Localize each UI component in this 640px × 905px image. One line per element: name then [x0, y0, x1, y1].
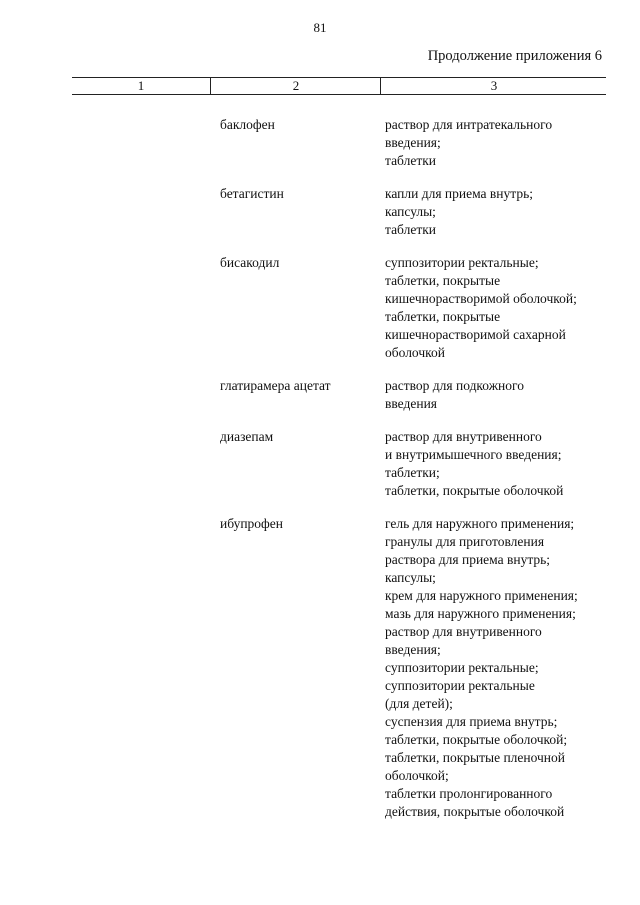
drug-name: бетагистин — [220, 186, 284, 201]
drug-list — [0, 116, 640, 836]
dosage-form-line: суппозитории ректальные; — [385, 660, 539, 675]
dosage-form-line: введения — [385, 396, 438, 411]
dosage-form-line: таблетки пролонгированного — [385, 786, 553, 801]
drug-name: диазепам — [220, 429, 274, 444]
dosage-forms — [385, 254, 640, 362]
dosage-form-line: крем для наружного применения; — [385, 588, 578, 603]
dosage-form-line: таблетки — [385, 153, 437, 168]
dosage-form-line: капсулы; — [385, 570, 436, 585]
table-row — [0, 254, 640, 362]
dosage-form-line: суппозитории ректальные; — [385, 255, 539, 270]
dosage-forms — [385, 116, 640, 170]
dosage-form-line: таблетки, покрытые пленочной — [385, 750, 566, 765]
table-header-col-1: 1 — [137, 78, 145, 93]
table-header-col-3: 3 — [380, 78, 607, 94]
dosage-form-line: и внутримышечного введения; — [385, 447, 562, 462]
dosage-form-line: кишечнорастворимой сахарной — [385, 327, 566, 342]
dosage-form-line: раствор для подкожного — [385, 378, 524, 393]
dosage-form-line: гель для наружного применения; — [385, 516, 575, 531]
dosage-form-line: гранулы для приготовления — [385, 534, 545, 549]
table-row — [0, 185, 640, 239]
dosage-form-line: оболочкой — [385, 345, 445, 360]
drug-name: бисакодил — [220, 255, 280, 270]
dosage-form-line: капли для приема внутрь; — [385, 186, 533, 201]
table-row — [0, 515, 640, 821]
dosage-forms — [385, 185, 640, 239]
dosage-forms — [385, 515, 640, 821]
page-number: 81 — [313, 20, 327, 35]
dosage-forms — [385, 377, 640, 413]
dosage-form-line: раствор для внутривенного — [385, 624, 542, 639]
table-row — [0, 428, 640, 500]
drug-name: баклофен — [220, 117, 275, 132]
drug-name: глатирамера ацетат — [220, 378, 331, 393]
dosage-form-line: таблетки — [385, 222, 437, 237]
dosage-form-line: раствора для приема внутрь; — [385, 552, 551, 567]
table-header-col-2: 2 — [210, 78, 381, 94]
dosage-form-line: мазь для наружного применения; — [385, 606, 576, 621]
dosage-form-line: (для детей); — [385, 696, 453, 711]
dosage-form-line: действия, покрытые оболочкой — [385, 804, 565, 819]
dosage-forms — [385, 428, 640, 500]
dosage-form-line: таблетки, покрытые — [385, 273, 501, 288]
dosage-form-line: оболочкой; — [385, 768, 449, 783]
dosage-form-line: таблетки, покрытые оболочкой; — [385, 732, 568, 747]
drug-name: ибупрофен — [220, 516, 284, 531]
dosage-form-line: раствор для внутривенного — [385, 429, 542, 444]
dosage-form-line: раствор для интратекального — [385, 117, 553, 132]
dosage-form-line: введения; — [385, 642, 441, 657]
dosage-form-line: таблетки; — [385, 465, 440, 480]
dosage-form-line: таблетки, покрытые — [385, 309, 501, 324]
appendix-continuation-label: Продолжение приложения 6 — [427, 48, 602, 64]
table-row — [0, 377, 640, 413]
table-header-row — [72, 77, 606, 95]
dosage-form-line: таблетки, покрытые оболочкой — [385, 483, 564, 498]
dosage-form-line: кишечнорастворимой оболочкой; — [385, 291, 577, 306]
table-row — [0, 116, 640, 170]
dosage-form-line: капсулы; — [385, 204, 436, 219]
dosage-form-line: введения; — [385, 135, 441, 150]
dosage-form-line: суппозитории ректальные — [385, 678, 535, 693]
dosage-form-line: суспензия для приема внутрь; — [385, 714, 558, 729]
